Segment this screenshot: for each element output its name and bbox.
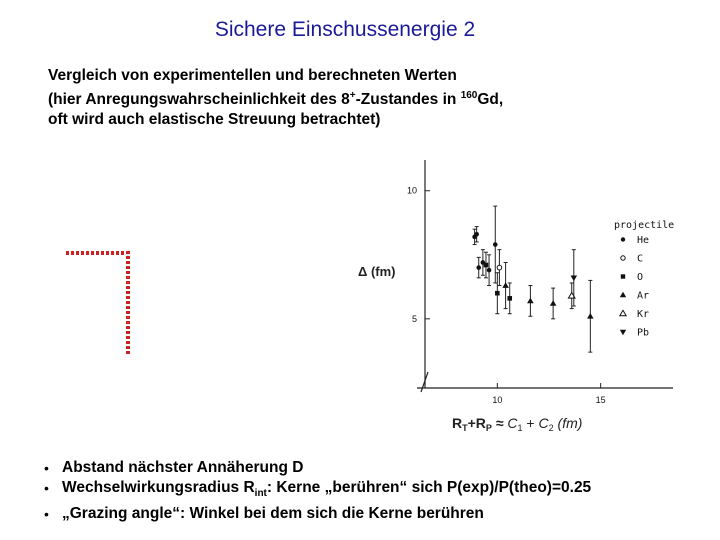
isotope-mass-number: 160	[460, 90, 478, 101]
legend-marker	[620, 330, 626, 335]
bullet-text-suffix: : Kerne „berühren“ sich P(exp)/P(theo)=0.25	[266, 479, 592, 496]
x-tick-label: 10	[492, 395, 503, 405]
y-axis-label: Δ (fm)	[358, 264, 396, 279]
intro-line-2-prefix: (hier Anregungswahrscheinlichkeit des 8	[48, 91, 350, 109]
bullet-text-prefix: Wechselwirkungsradius R	[62, 479, 255, 496]
data-point	[507, 296, 512, 301]
y-tick-label: 5	[411, 313, 417, 324]
bullet-icon: •	[44, 460, 49, 476]
legend-label: He	[637, 235, 650, 246]
bullet-icon: •	[44, 480, 49, 496]
bullet-text: Abstand nächster Annäherung D	[62, 459, 304, 476]
scatter-chart	[352, 160, 697, 435]
data-point	[487, 268, 492, 273]
bullet-text: „Grazing angle“: Winkel bei dem sich die Kerne berühren	[62, 505, 484, 523]
slide-title: Sichere Einschussenergie 2	[214, 18, 476, 41]
bullet-subscript: int	[254, 488, 267, 500]
legend-label: Ar	[637, 290, 650, 302]
y-tick-label: 10	[406, 185, 417, 196]
intro-line-2-sup: +	[349, 90, 356, 101]
intro-line-3: oft wird auch elastische Streuung betrachtet)	[48, 111, 381, 129]
data-point	[495, 291, 500, 296]
dotted-bracket-vertical	[126, 251, 130, 354]
data-point	[497, 265, 502, 270]
bullet-item	[44, 458, 714, 478]
intro-line-1: Vergleich von experimentellen und berechneten Werten	[48, 67, 457, 84]
legend-marker	[621, 274, 625, 278]
data-point	[571, 276, 578, 282]
bullet-item	[44, 504, 714, 524]
legend-marker	[620, 292, 626, 297]
bullet-item	[44, 478, 714, 504]
intro-line-2-suffix: Gd,	[477, 91, 504, 109]
legend-label: Kr	[637, 309, 650, 320]
legend-marker	[620, 310, 626, 315]
bullet-icon: •	[44, 506, 49, 523]
legend-marker	[621, 256, 625, 260]
x-axis-label: $R_T+R_P \approx C_1 + C_2$ (fm)	[452, 415, 583, 433]
data-point	[550, 300, 557, 306]
data-point	[474, 232, 479, 237]
data-point	[493, 242, 498, 247]
data-point	[476, 265, 481, 270]
bullet-list	[44, 458, 714, 524]
intro-line-2	[48, 86, 688, 110]
legend-label: Pb	[637, 327, 650, 339]
dotted-bracket-horizontal	[66, 251, 130, 255]
intro-text	[48, 66, 688, 130]
data-point	[587, 313, 594, 319]
x-tick-label: 15	[595, 395, 606, 405]
data-point	[484, 263, 489, 268]
legend-marker	[621, 237, 625, 241]
legend-label: O	[637, 272, 644, 283]
scanned-figure	[352, 160, 697, 435]
intro-line-2-mid: -Zustandes in	[355, 91, 461, 109]
data-point	[527, 298, 534, 304]
legend-label: C	[637, 253, 644, 265]
legend-title: projectile	[614, 220, 675, 231]
